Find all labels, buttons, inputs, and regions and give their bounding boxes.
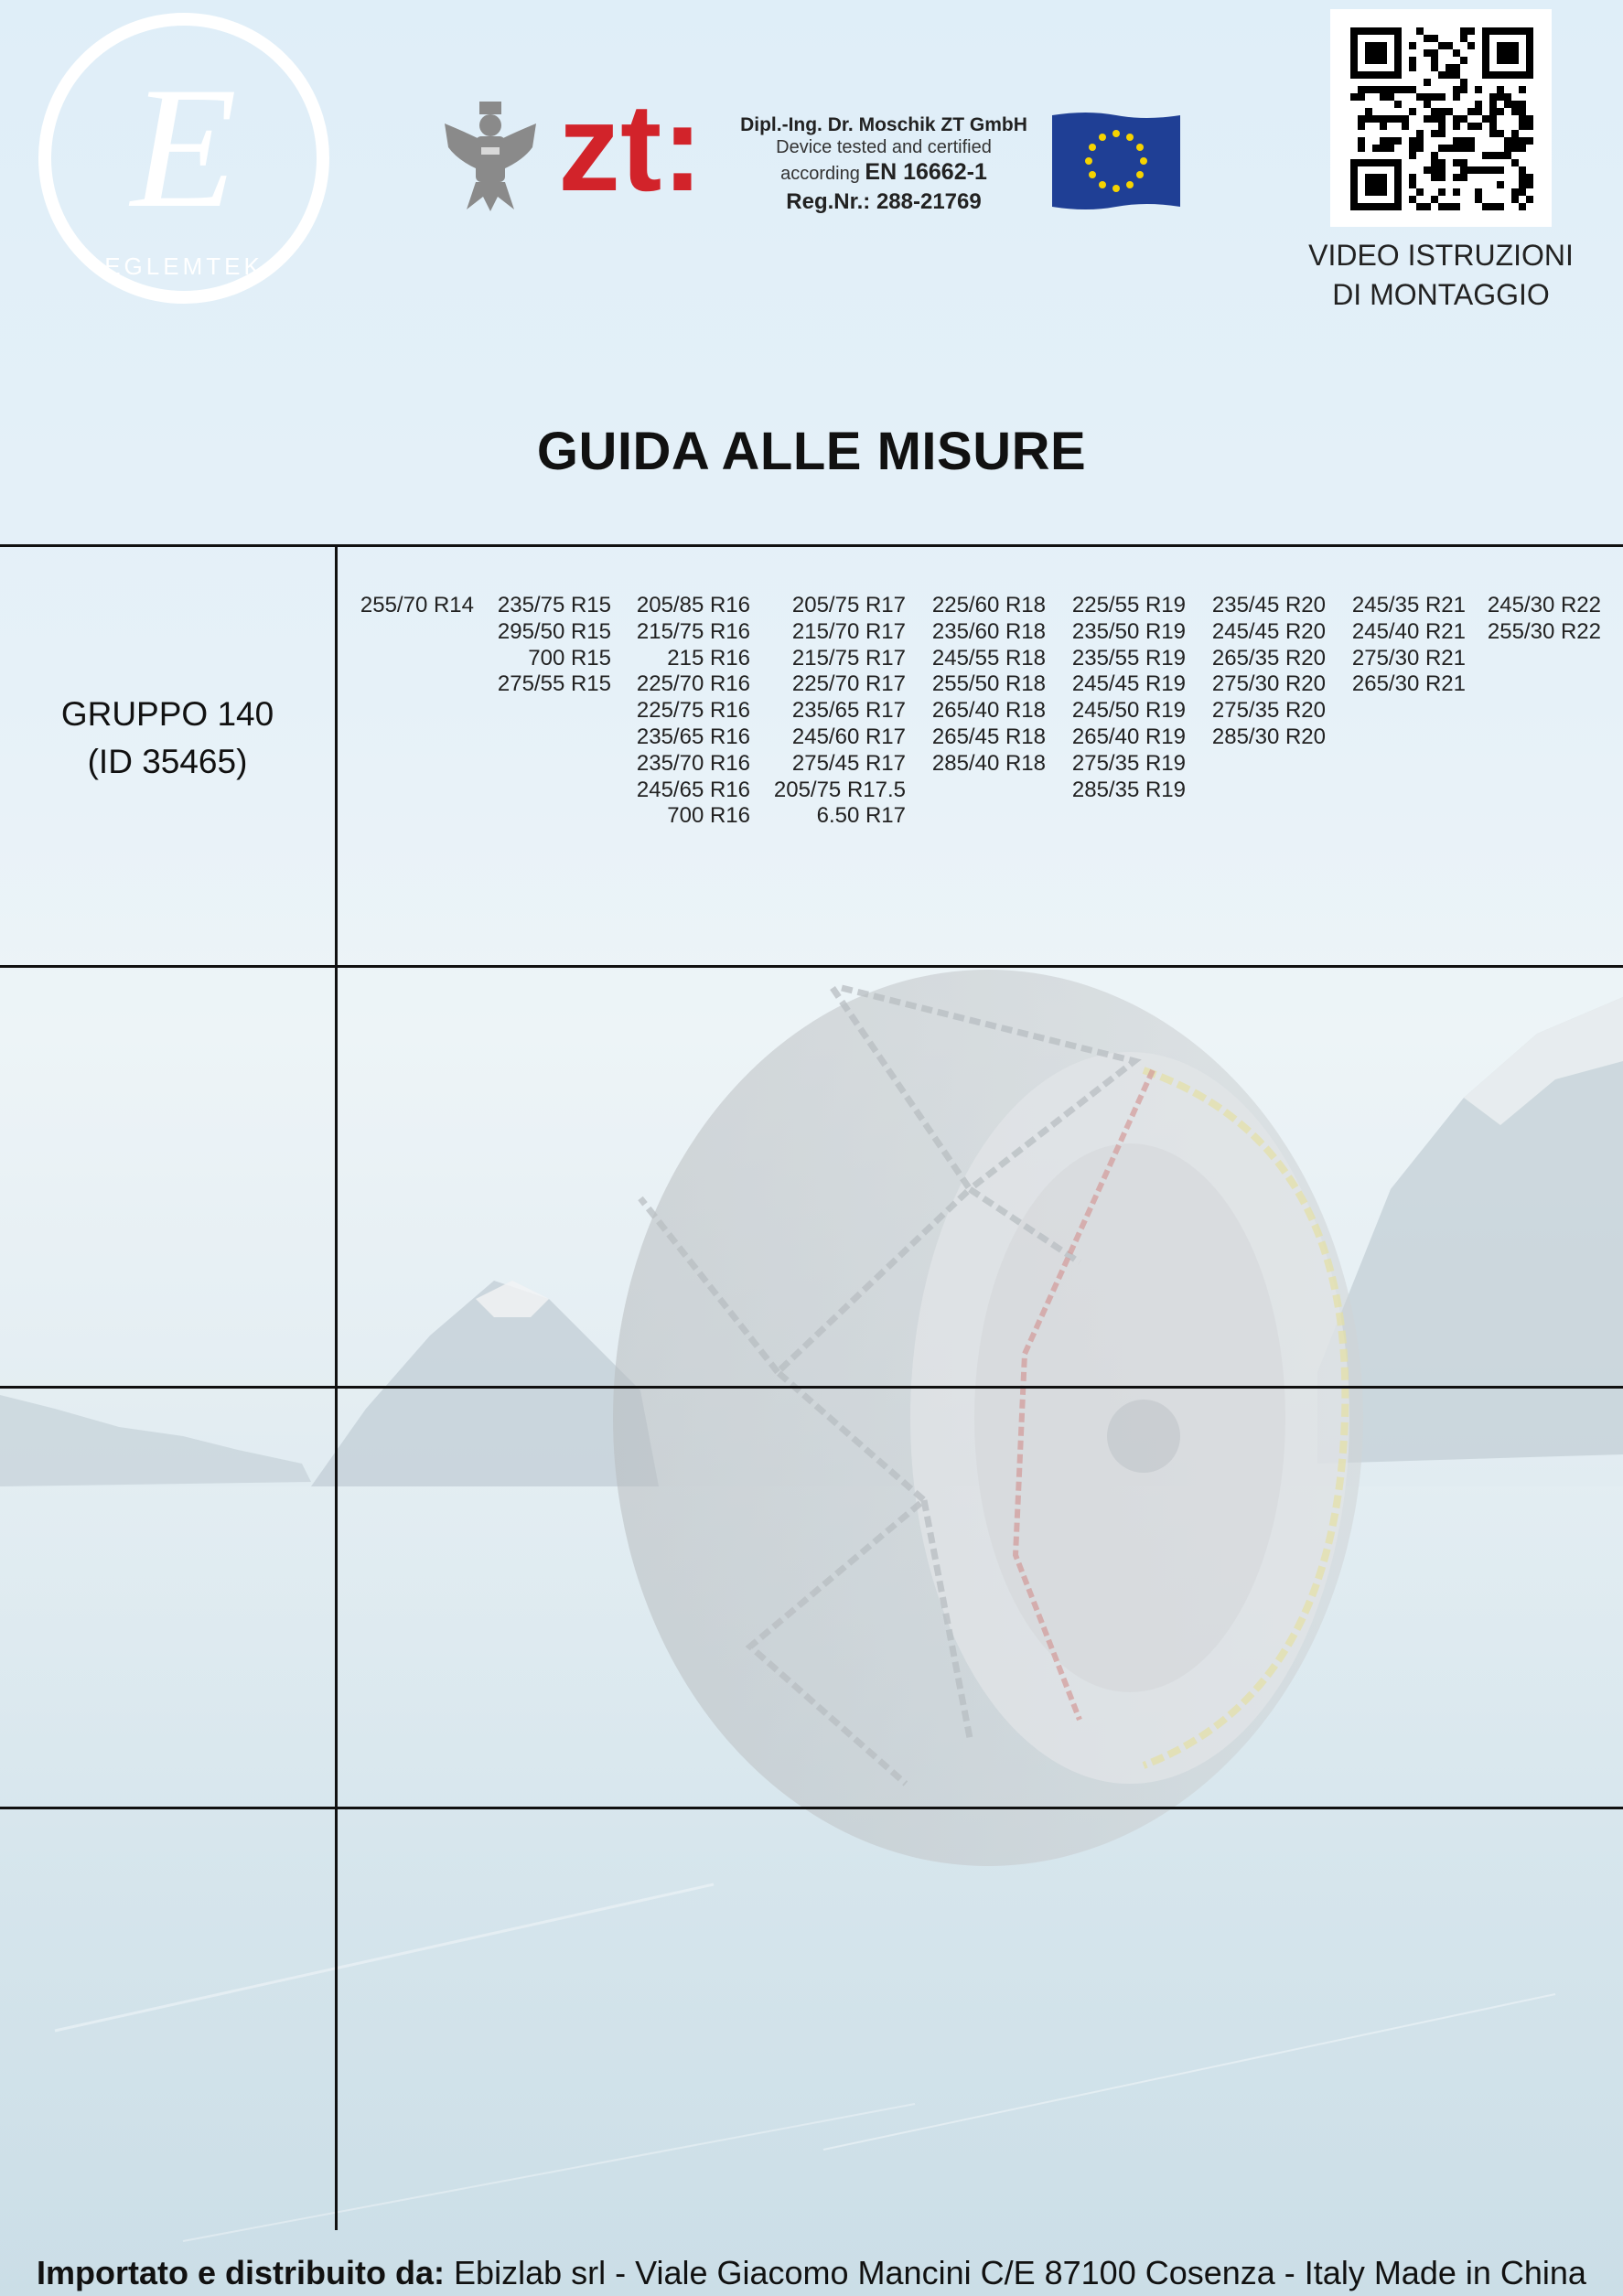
tire-size: 235/60 R18 [931,618,1046,644]
certification-block [737,113,1030,216]
footer-text: Ebizlab srl - Viale Giacomo Mancini C/E 87100 Cosenza - Italy Made in China [445,2254,1586,2291]
size-column [498,593,611,698]
size-column [1352,593,1466,698]
cert-reg-number: Reg.Nr.: 288-21769 [786,189,982,215]
tire-size: 275/55 R15 [497,671,611,697]
zt-logo [558,91,732,203]
table-divider-1 [0,965,1623,968]
table-divider-3 [0,1807,1623,1809]
qr-code[interactable] [1330,9,1552,227]
video-instructions-label [1281,236,1601,315]
tire-size: 245/45 R19 [1071,671,1186,697]
tire-size: 255/50 R18 [931,671,1046,697]
video-label-line2: DI MONTAGGIO [1332,278,1550,312]
tire-size: 285/40 R18 [931,750,1046,776]
tire-size: 265/35 R20 [1211,645,1326,671]
table-column-divider [335,545,338,2230]
tire-size: 245/50 R19 [1071,698,1186,724]
tire-size: 245/30 R22 [1487,593,1601,617]
tire-size: 235/45 R20 [1211,593,1326,617]
tire-size: 245/40 R21 [1351,618,1466,644]
page-title: GUIDA ALLE MISURE [536,422,1087,481]
tire-size: 235/70 R16 [636,750,750,776]
tire-size: 205/75 R17 [791,593,906,617]
tire-size: 255/70 R14 [360,593,474,617]
tire-size: 225/75 R16 [636,698,750,724]
tire-size: 215 R16 [667,645,750,671]
tire-size: 245/60 R17 [791,724,906,749]
tire-size: 6.50 R17 [816,803,906,829]
tire-size: 285/30 R20 [1211,724,1326,749]
tire-size: 225/70 R17 [791,671,906,697]
tire-size: 295/50 R15 [497,618,611,644]
tire-size: 255/30 R22 [1487,618,1601,644]
austrian-eagle-icon [439,96,542,213]
group-label [0,691,335,786]
footer-label: Importato e distribuito da: [37,2254,446,2291]
size-column [360,593,474,619]
tire-size: 245/65 R16 [636,777,750,802]
tire-size: 235/65 R17 [791,698,906,724]
group-name: GRUPPO 140 [60,695,274,733]
table-border-top [0,544,1623,547]
tire-size: 275/35 R20 [1211,698,1326,724]
table-divider-2 [0,1386,1623,1389]
tire-size: 245/55 R18 [931,645,1046,671]
tire-size: 225/70 R16 [636,671,750,697]
eglemtek-logo [35,9,333,307]
size-column [637,593,750,830]
cert-norm-code: EN 16662-1 [865,159,987,186]
size-column [774,593,906,830]
tire-size: 205/85 R16 [636,593,750,617]
tire-size: 285/35 R19 [1071,777,1186,802]
tire-size: 235/65 R16 [636,724,750,749]
tire-size: 265/40 R19 [1071,724,1186,749]
logo-text: EGLEMTEK [104,252,263,280]
size-column [932,593,1046,778]
cert-norm [737,158,1030,186]
eu-flag-icon [1050,110,1182,212]
size-column [1212,593,1326,751]
tire-size: 275/35 R19 [1071,750,1186,776]
tire-size: 215/75 R17 [791,645,906,671]
cert-according: according [780,164,860,185]
tire-size: 275/30 R20 [1211,671,1326,697]
tire-size: 235/75 R15 [497,593,611,617]
tire-size: 275/30 R21 [1351,645,1466,671]
svg-text:E: E [130,52,238,244]
tire-size: 700 R16 [667,803,750,829]
tire-size: 235/55 R19 [1071,645,1186,671]
svg-text:zt:: zt: [558,91,704,203]
tire-size: 205/75 R17.5 [773,777,906,802]
tire-size: 700 R15 [528,645,611,671]
tire-size: 265/30 R21 [1351,671,1466,697]
tire-size: 215/70 R17 [791,618,906,644]
tire-size: 265/40 R18 [931,698,1046,724]
tire-size: 225/60 R18 [931,593,1046,617]
tire-size: 265/45 R18 [931,724,1046,749]
cert-company: Dipl.-Ing. Dr. Moschik ZT GmbH [740,114,1027,135]
video-label-line1: VIDEO ISTRUZIONI [1308,239,1574,272]
tire-size: 235/50 R19 [1071,618,1186,644]
tire-size: 275/45 R17 [791,750,906,776]
group-id: (ID 35465) [87,742,248,780]
tire-size: 245/45 R20 [1211,618,1326,644]
size-column [1488,593,1601,646]
cert-tested: Device tested and certified [776,137,992,158]
tire-size: 245/35 R21 [1351,593,1466,617]
size-column [1072,593,1186,803]
tire-size: 215/75 R16 [636,618,750,644]
footer-importer [0,2254,1623,2292]
tire-size: 225/55 R19 [1071,593,1186,617]
